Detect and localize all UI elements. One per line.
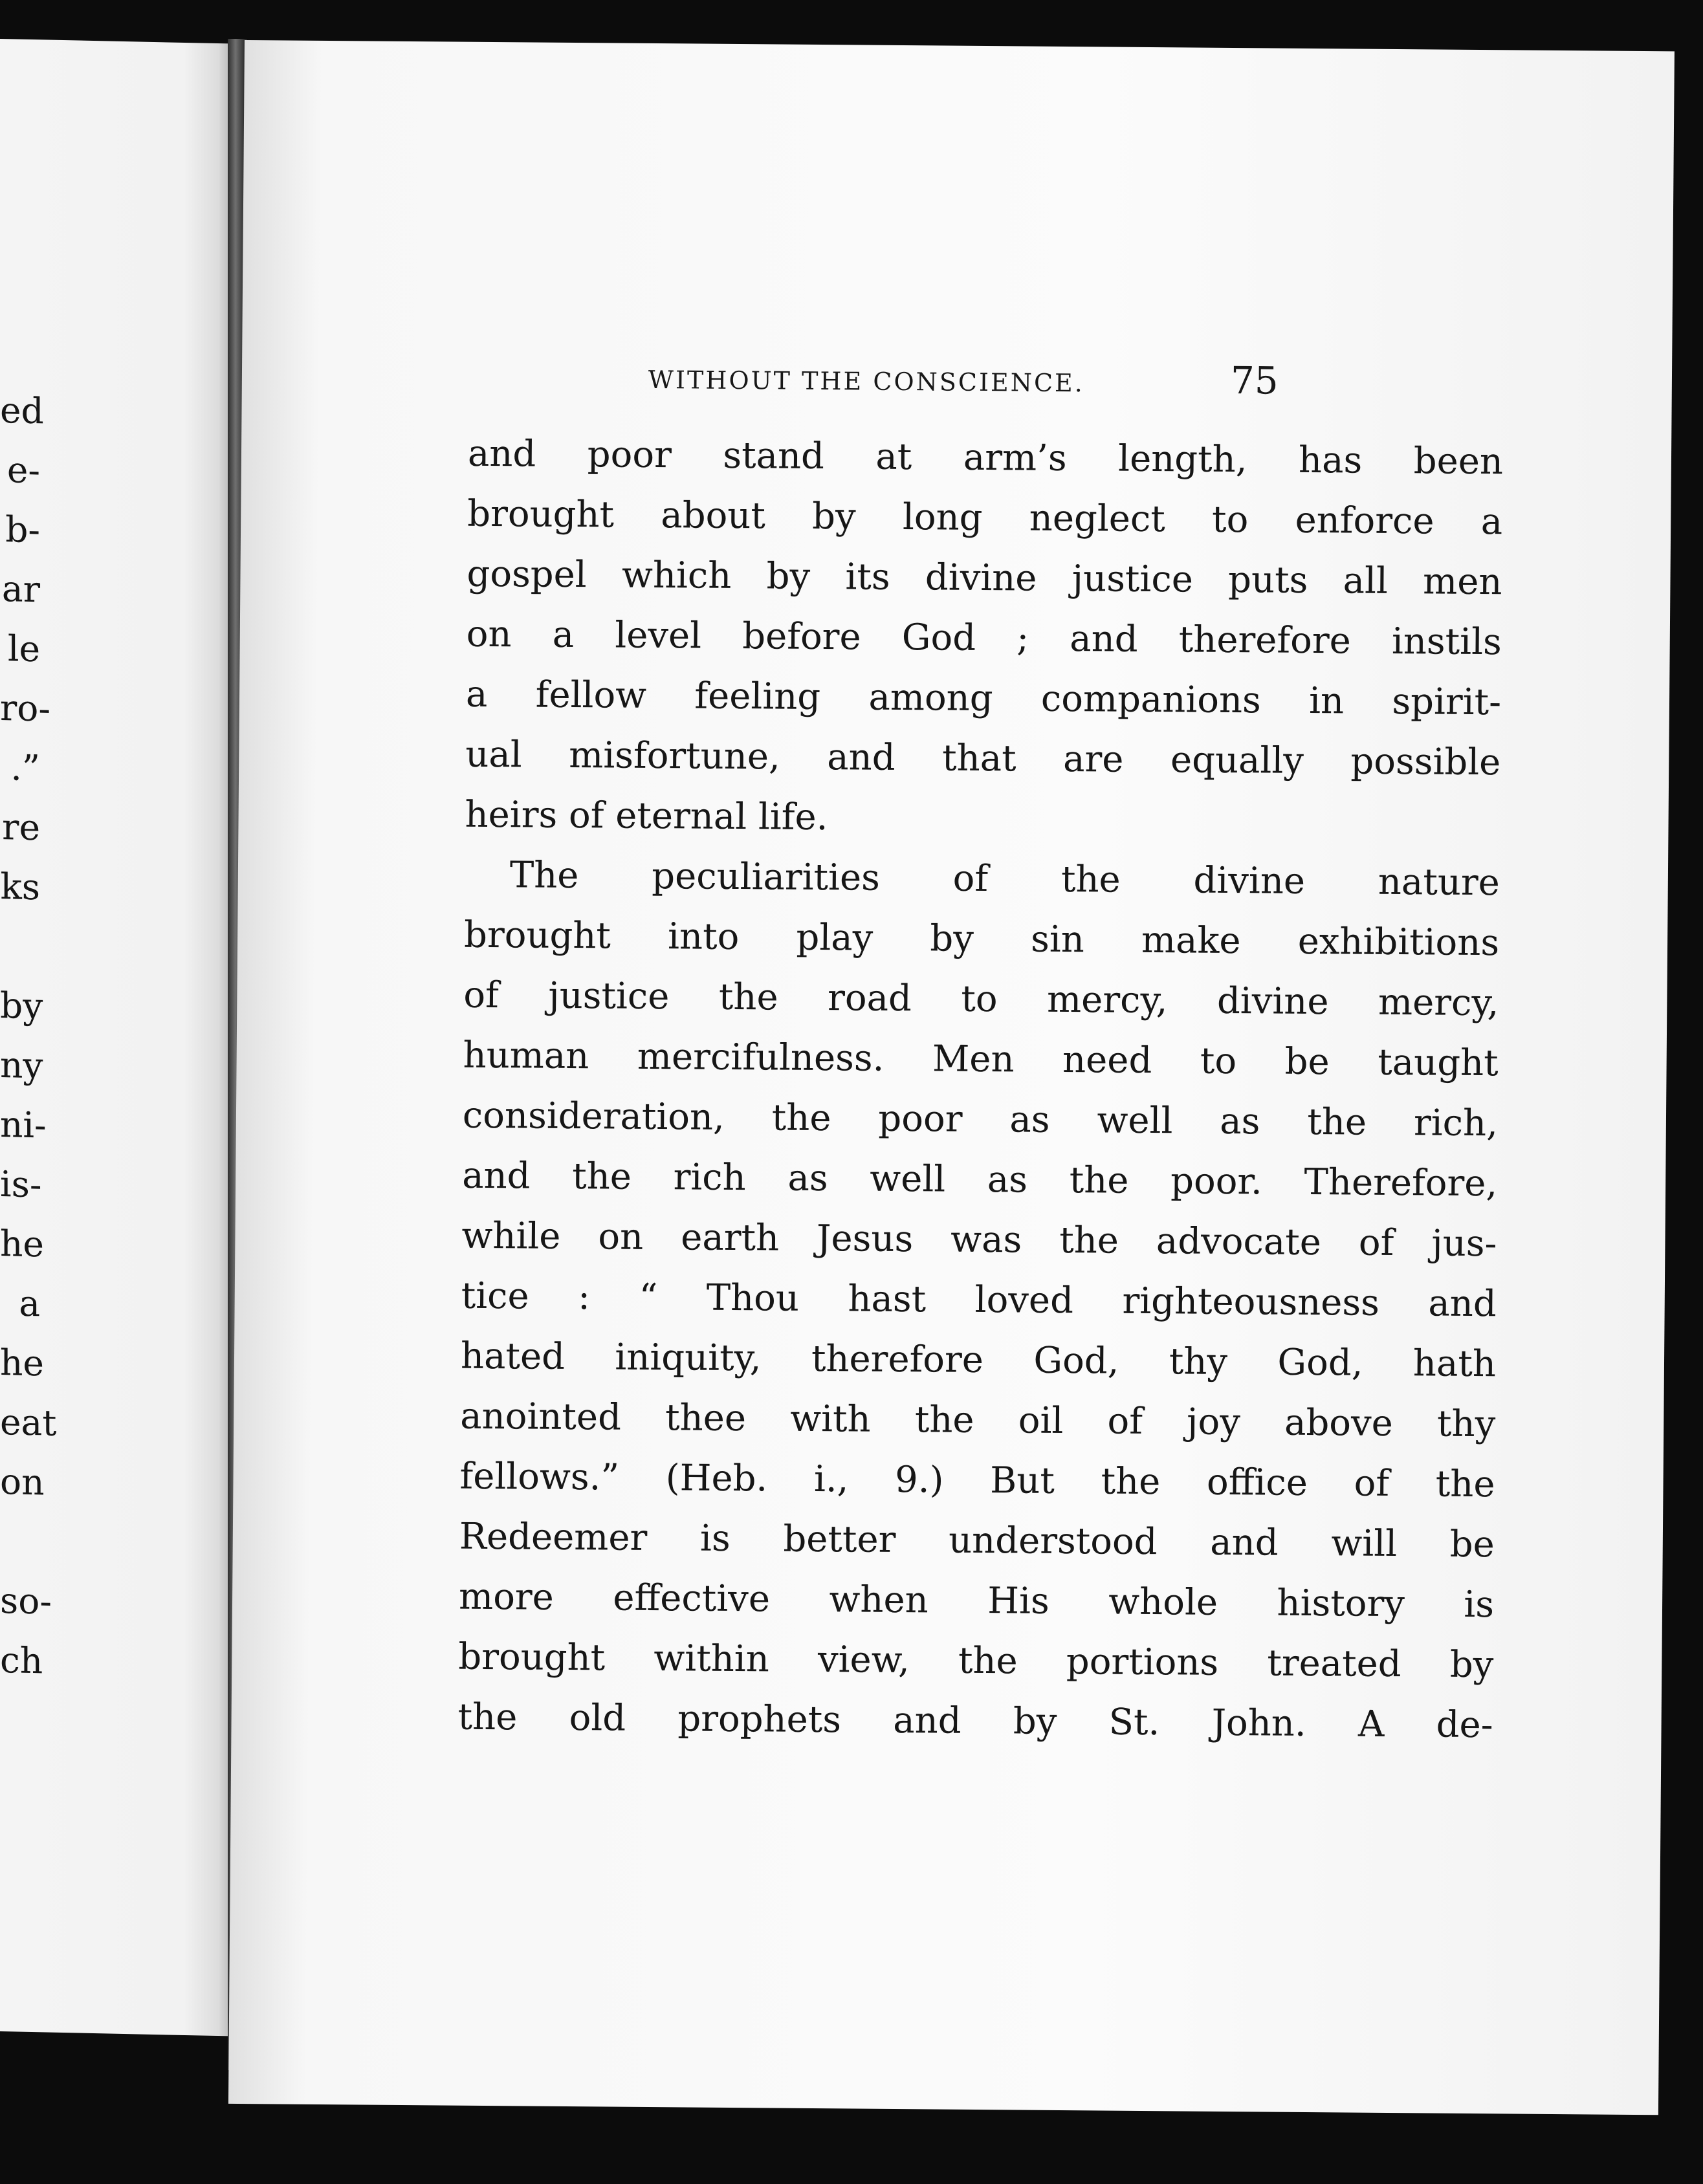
right-page — [228, 40, 1675, 2115]
left-page-fragment: ni- — [0, 1104, 47, 1146]
text-line: a fellow feeling among companions in spirit- — [465, 673, 1502, 724]
left-page-fragment: ch — [0, 1639, 43, 1682]
text-line: human mercifulness. Men need to be taught — [463, 1034, 1499, 1085]
left-page-fragment: is- — [0, 1163, 42, 1206]
text-line: brought within view, the portions treated by — [458, 1635, 1494, 1687]
left-page-fragment: so- — [0, 1580, 52, 1622]
text-line: gospel which by its divine justice puts all men — [467, 552, 1502, 604]
text-line: more effective when His whole history is — [458, 1575, 1495, 1626]
text-line: fellows.” (Heb. i., 9.) But the office of the — [459, 1455, 1495, 1506]
left-page-fragment: on — [0, 1461, 45, 1503]
left-page-fragment: e- — [6, 449, 40, 492]
left-page-fragment: he — [0, 1342, 44, 1384]
text-line: heirs of eternal life. — [465, 793, 828, 839]
left-page-fragment: b- — [5, 508, 40, 551]
left-page-fragment: le — [7, 628, 40, 670]
left-page-fragment: a — [19, 1282, 40, 1325]
page-header — [243, 320, 1673, 403]
text-line: of justice the road to mercy, divine mercy, — [463, 974, 1499, 1025]
left-page-fragment: ar — [1, 568, 40, 611]
left-page-fragment: he — [0, 1223, 44, 1265]
left-page-fragment: ed — [0, 389, 44, 432]
text-line: the old prophets and by St. John. A de- — [457, 1696, 1493, 1747]
body-text — [457, 424, 1503, 1756]
left-page-fragment: .” — [10, 747, 40, 789]
text-line: consideration, the poor as well as the rich, — [462, 1094, 1499, 1145]
text-line: on a level before God ; and therefore instils — [466, 613, 1502, 664]
left-page-fragment: by — [0, 985, 43, 1027]
text-line: hated iniquity, therefore God, thy God, hath — [460, 1335, 1497, 1386]
left-page-fragment: ny — [0, 1044, 43, 1087]
text-line: Redeemer is better understood and will be — [459, 1515, 1495, 1566]
page-number: 75 — [1230, 358, 1279, 403]
left-page-fragment: ro- — [0, 687, 50, 730]
text-line: ual misfortune, and that are equally possible — [465, 733, 1501, 784]
text-line: and the rich as well as the poor. Therefore, — [461, 1154, 1498, 1205]
text-line: anointed thee with the oil of joy above thy — [460, 1395, 1496, 1446]
left-page-fragment: re — [2, 806, 40, 849]
left-page — [0, 39, 230, 2036]
text-line: brought into play by sin make exhibitions — [463, 913, 1500, 965]
text-line: while on earth Jesus was the advocate of jus- — [461, 1214, 1497, 1265]
text-line: The peculiarities of the divine nature — [509, 854, 1500, 904]
running-head: WITHOUT THE CONSCIENCE. — [648, 365, 1085, 398]
text-line: brought about by long neglect to enforce a — [467, 492, 1503, 543]
text-line: and poor stand at arm’s length, has been — [467, 432, 1504, 483]
left-page-fragment: eat — [0, 1401, 57, 1444]
text-line: tice : “ Thou hast loved righteousness and — [461, 1274, 1497, 1326]
left-page-fragment: ks — [0, 866, 40, 908]
